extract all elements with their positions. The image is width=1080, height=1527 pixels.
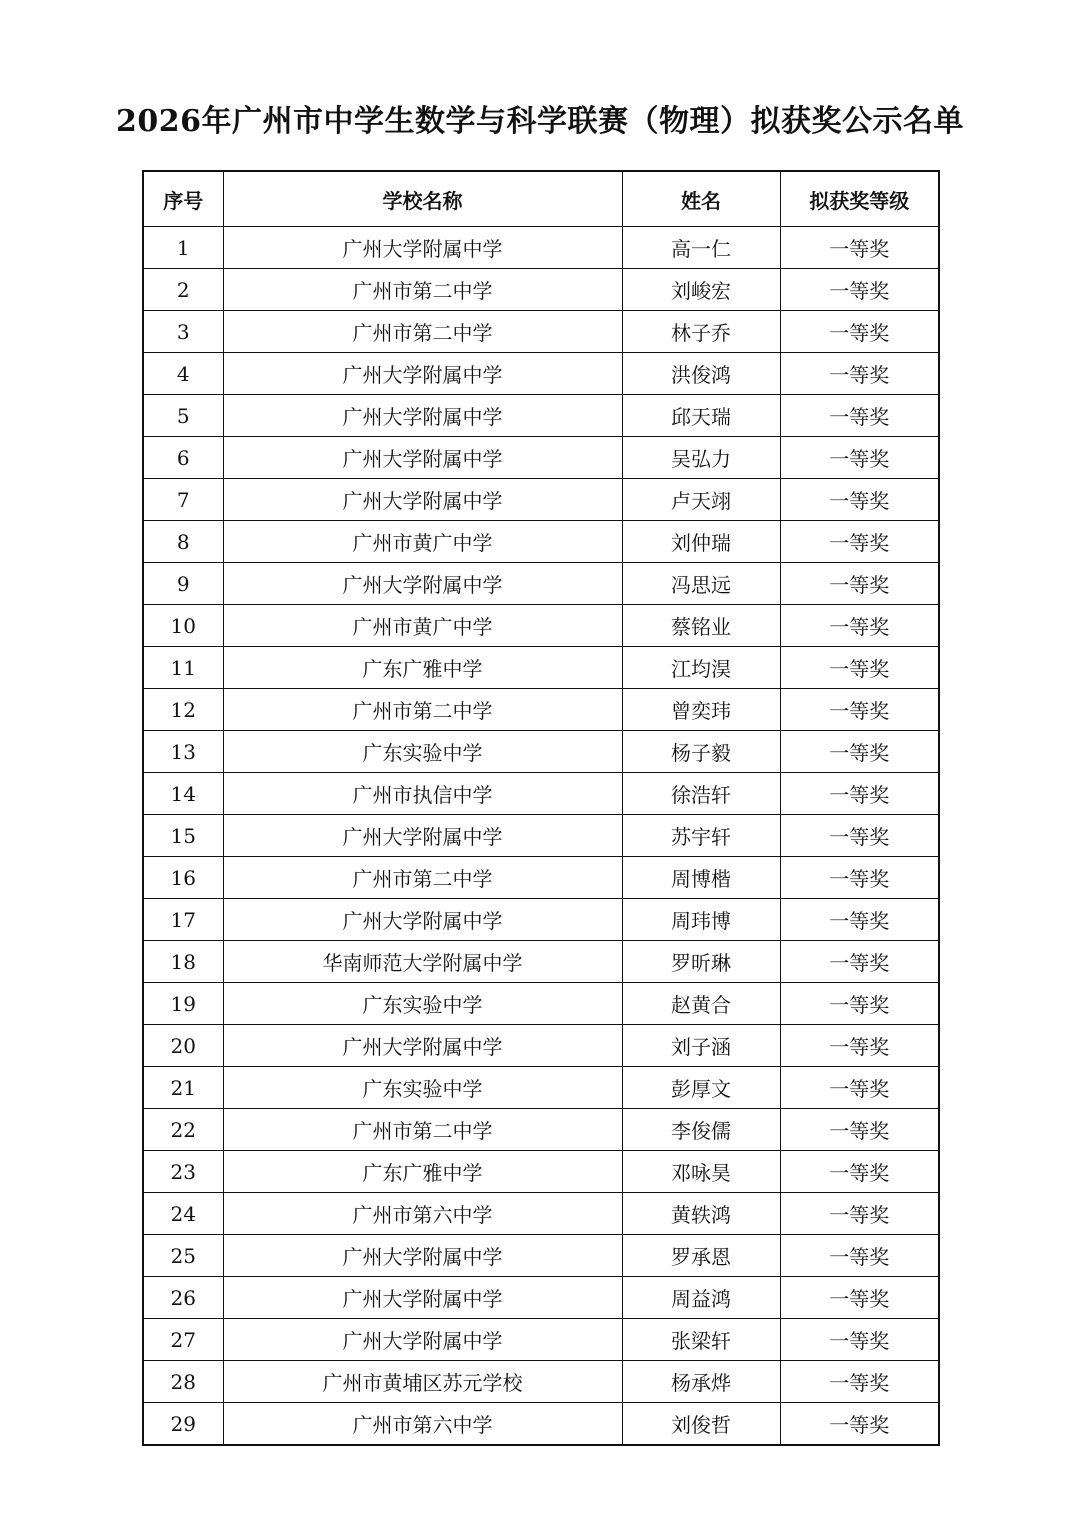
cell-student-name: 高一仁 bbox=[622, 227, 780, 269]
cell-award-level: 一等奖 bbox=[780, 899, 939, 941]
cell-student-name: 吴弘力 bbox=[622, 437, 780, 479]
cell-school-name: 广州市第六中学 bbox=[223, 1193, 622, 1235]
cell-serial-number: 11 bbox=[143, 647, 223, 689]
cell-student-name: 罗承恩 bbox=[622, 1235, 780, 1277]
table-row bbox=[143, 815, 939, 857]
cell-award-level: 一等奖 bbox=[780, 269, 939, 311]
cell-school-name: 广州市第六中学 bbox=[223, 1403, 622, 1446]
table-row bbox=[143, 395, 939, 437]
cell-serial-number: 9 bbox=[143, 563, 223, 605]
table-row bbox=[143, 1067, 939, 1109]
cell-serial-number: 3 bbox=[143, 311, 223, 353]
table-row bbox=[143, 731, 939, 773]
table-body bbox=[143, 227, 939, 1446]
table-row bbox=[143, 647, 939, 689]
cell-student-name: 周博楷 bbox=[622, 857, 780, 899]
cell-school-name: 广东广雅中学 bbox=[223, 647, 622, 689]
header-school-name: 学校名称 bbox=[223, 171, 622, 227]
cell-serial-number: 29 bbox=[143, 1403, 223, 1446]
cell-student-name: 邱天瑞 bbox=[622, 395, 780, 437]
table-row bbox=[143, 1319, 939, 1361]
cell-serial-number: 16 bbox=[143, 857, 223, 899]
cell-award-level: 一等奖 bbox=[780, 689, 939, 731]
cell-school-name: 广州大学附属中学 bbox=[223, 1025, 622, 1067]
cell-school-name: 广州大学附属中学 bbox=[223, 1235, 622, 1277]
table-row bbox=[143, 605, 939, 647]
cell-school-name: 华南师范大学附属中学 bbox=[223, 941, 622, 983]
table-row bbox=[143, 1361, 939, 1403]
cell-serial-number: 6 bbox=[143, 437, 223, 479]
cell-student-name: 曾奕玮 bbox=[622, 689, 780, 731]
table-row bbox=[143, 983, 939, 1025]
cell-serial-number: 24 bbox=[143, 1193, 223, 1235]
cell-student-name: 周益鸿 bbox=[622, 1277, 780, 1319]
cell-award-level: 一等奖 bbox=[780, 941, 939, 983]
cell-school-name: 广州市第二中学 bbox=[223, 1109, 622, 1151]
cell-school-name: 广州大学附属中学 bbox=[223, 1277, 622, 1319]
cell-award-level: 一等奖 bbox=[780, 1109, 939, 1151]
cell-student-name: 林子乔 bbox=[622, 311, 780, 353]
cell-school-name: 广州大学附属中学 bbox=[223, 563, 622, 605]
cell-award-level: 一等奖 bbox=[780, 353, 939, 395]
table-row bbox=[143, 899, 939, 941]
cell-serial-number: 26 bbox=[143, 1277, 223, 1319]
cell-student-name: 洪俊鸿 bbox=[622, 353, 780, 395]
table-row bbox=[143, 1403, 939, 1446]
cell-student-name: 罗昕琳 bbox=[622, 941, 780, 983]
cell-serial-number: 28 bbox=[143, 1361, 223, 1403]
header-student-name: 姓名 bbox=[622, 171, 780, 227]
cell-serial-number: 12 bbox=[143, 689, 223, 731]
cell-serial-number: 21 bbox=[143, 1067, 223, 1109]
header-serial-number: 序号 bbox=[143, 171, 223, 227]
cell-student-name: 李俊儒 bbox=[622, 1109, 780, 1151]
cell-school-name: 广州大学附属中学 bbox=[223, 437, 622, 479]
cell-award-level: 一等奖 bbox=[780, 1067, 939, 1109]
cell-school-name: 广州市黄广中学 bbox=[223, 521, 622, 563]
table-row bbox=[143, 227, 939, 269]
cell-serial-number: 27 bbox=[143, 1319, 223, 1361]
table-row bbox=[143, 479, 939, 521]
cell-award-level: 一等奖 bbox=[780, 1193, 939, 1235]
cell-school-name: 广州大学附属中学 bbox=[223, 899, 622, 941]
cell-serial-number: 7 bbox=[143, 479, 223, 521]
cell-student-name: 杨承烨 bbox=[622, 1361, 780, 1403]
cell-student-name: 徐浩轩 bbox=[622, 773, 780, 815]
table-row bbox=[143, 437, 939, 479]
cell-award-level: 一等奖 bbox=[780, 437, 939, 479]
cell-student-name: 张梁轩 bbox=[622, 1319, 780, 1361]
cell-school-name: 广州市黄广中学 bbox=[223, 605, 622, 647]
cell-award-level: 一等奖 bbox=[780, 311, 939, 353]
table-row bbox=[143, 857, 939, 899]
cell-serial-number: 18 bbox=[143, 941, 223, 983]
cell-school-name: 广州市第二中学 bbox=[223, 269, 622, 311]
cell-award-level: 一等奖 bbox=[780, 731, 939, 773]
cell-award-level: 一等奖 bbox=[780, 983, 939, 1025]
cell-award-level: 一等奖 bbox=[780, 1319, 939, 1361]
header-award-level: 拟获奖等级 bbox=[780, 171, 939, 227]
table-row bbox=[143, 1235, 939, 1277]
cell-award-level: 一等奖 bbox=[780, 1277, 939, 1319]
table-header-row bbox=[143, 171, 939, 227]
award-table bbox=[142, 170, 940, 1446]
cell-school-name: 广州市第二中学 bbox=[223, 689, 622, 731]
cell-award-level: 一等奖 bbox=[780, 227, 939, 269]
table-row bbox=[143, 521, 939, 563]
cell-school-name: 广州大学附属中学 bbox=[223, 353, 622, 395]
cell-student-name: 江均淏 bbox=[622, 647, 780, 689]
table-row bbox=[143, 941, 939, 983]
table-row bbox=[143, 1025, 939, 1067]
cell-student-name: 赵黄合 bbox=[622, 983, 780, 1025]
cell-school-name: 广东实验中学 bbox=[223, 983, 622, 1025]
cell-student-name: 刘子涵 bbox=[622, 1025, 780, 1067]
cell-award-level: 一等奖 bbox=[780, 521, 939, 563]
cell-student-name: 杨子毅 bbox=[622, 731, 780, 773]
cell-award-level: 一等奖 bbox=[780, 1403, 939, 1446]
cell-student-name: 黄轶鸿 bbox=[622, 1193, 780, 1235]
table-row bbox=[143, 773, 939, 815]
cell-student-name: 刘俊哲 bbox=[622, 1403, 780, 1446]
cell-student-name: 彭厚文 bbox=[622, 1067, 780, 1109]
cell-serial-number: 13 bbox=[143, 731, 223, 773]
cell-serial-number: 22 bbox=[143, 1109, 223, 1151]
cell-serial-number: 17 bbox=[143, 899, 223, 941]
table-row bbox=[143, 1109, 939, 1151]
page-title: 2026年广州市中学生数学与科学联赛（物理）拟获奖公示名单 bbox=[116, 104, 964, 139]
cell-award-level: 一等奖 bbox=[780, 773, 939, 815]
cell-student-name: 冯思远 bbox=[622, 563, 780, 605]
cell-award-level: 一等奖 bbox=[780, 563, 939, 605]
table-row bbox=[143, 1277, 939, 1319]
cell-school-name: 广州大学附属中学 bbox=[223, 1319, 622, 1361]
cell-award-level: 一等奖 bbox=[780, 395, 939, 437]
cell-serial-number: 1 bbox=[143, 227, 223, 269]
cell-student-name: 卢天翊 bbox=[622, 479, 780, 521]
cell-school-name: 广州市黄埔区苏元学校 bbox=[223, 1361, 622, 1403]
cell-award-level: 一等奖 bbox=[780, 1151, 939, 1193]
cell-serial-number: 4 bbox=[143, 353, 223, 395]
cell-serial-number: 2 bbox=[143, 269, 223, 311]
cell-serial-number: 19 bbox=[143, 983, 223, 1025]
table-row bbox=[143, 689, 939, 731]
cell-student-name: 周玮博 bbox=[622, 899, 780, 941]
cell-serial-number: 5 bbox=[143, 395, 223, 437]
cell-school-name: 广州大学附属中学 bbox=[223, 815, 622, 857]
cell-student-name: 蔡铭业 bbox=[622, 605, 780, 647]
cell-serial-number: 8 bbox=[143, 521, 223, 563]
cell-award-level: 一等奖 bbox=[780, 647, 939, 689]
cell-school-name: 广东广雅中学 bbox=[223, 1151, 622, 1193]
table-row bbox=[143, 1193, 939, 1235]
cell-student-name: 邓咏昊 bbox=[622, 1151, 780, 1193]
cell-serial-number: 14 bbox=[143, 773, 223, 815]
table-row bbox=[143, 563, 939, 605]
cell-school-name: 广东实验中学 bbox=[223, 1067, 622, 1109]
cell-school-name: 广州市第二中学 bbox=[223, 857, 622, 899]
cell-serial-number: 15 bbox=[143, 815, 223, 857]
cell-school-name: 广州大学附属中学 bbox=[223, 395, 622, 437]
cell-school-name: 广州市第二中学 bbox=[223, 311, 622, 353]
table-row bbox=[143, 353, 939, 395]
cell-award-level: 一等奖 bbox=[780, 857, 939, 899]
cell-school-name: 广州大学附属中学 bbox=[223, 479, 622, 521]
cell-serial-number: 25 bbox=[143, 1235, 223, 1277]
cell-student-name: 刘仲瑞 bbox=[622, 521, 780, 563]
cell-serial-number: 23 bbox=[143, 1151, 223, 1193]
cell-student-name: 刘峻宏 bbox=[622, 269, 780, 311]
cell-student-name: 苏宇轩 bbox=[622, 815, 780, 857]
cell-award-level: 一等奖 bbox=[780, 1025, 939, 1067]
table-row bbox=[143, 1151, 939, 1193]
cell-award-level: 一等奖 bbox=[780, 815, 939, 857]
table-row bbox=[143, 269, 939, 311]
cell-award-level: 一等奖 bbox=[780, 605, 939, 647]
table-row bbox=[143, 311, 939, 353]
cell-school-name: 广州大学附属中学 bbox=[223, 227, 622, 269]
cell-award-level: 一等奖 bbox=[780, 1361, 939, 1403]
cell-serial-number: 10 bbox=[143, 605, 223, 647]
cell-award-level: 一等奖 bbox=[780, 479, 939, 521]
cell-serial-number: 20 bbox=[143, 1025, 223, 1067]
cell-award-level: 一等奖 bbox=[780, 1235, 939, 1277]
cell-school-name: 广州市执信中学 bbox=[223, 773, 622, 815]
cell-school-name: 广东实验中学 bbox=[223, 731, 622, 773]
